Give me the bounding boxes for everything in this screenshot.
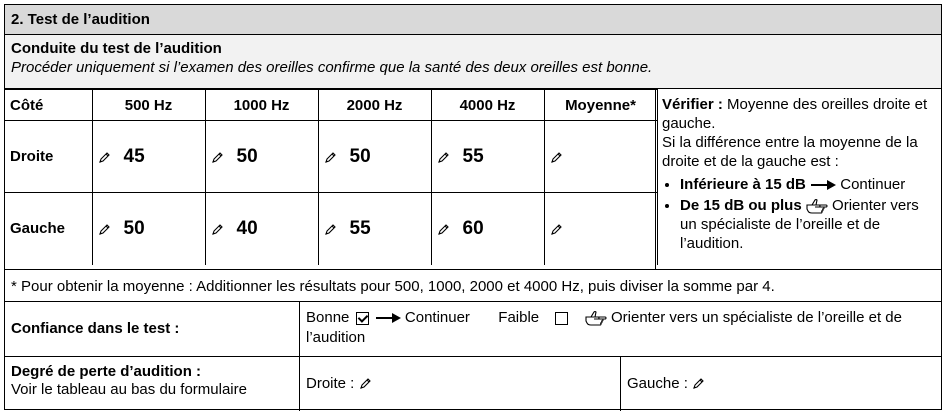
average-cell[interactable] bbox=[544, 193, 657, 265]
pointing-hand-icon bbox=[806, 197, 828, 215]
weak-action: Orienter vers un spécialiste de l’oreille et de l’audition bbox=[306, 309, 902, 346]
average-cell[interactable] bbox=[544, 121, 657, 193]
value-cell[interactable] bbox=[431, 193, 544, 265]
bullet2-action: Orienter vers un spécialiste de l’oreille et de l’audition. bbox=[680, 197, 919, 253]
section-title: 2. Test de l’audition bbox=[5, 5, 941, 35]
header-4000hz: 4000 Hz bbox=[431, 90, 544, 121]
left-ear-loss-field[interactable] bbox=[621, 357, 941, 411]
header-1000hz: 1000 Hz bbox=[205, 90, 318, 121]
pencil-icon bbox=[550, 224, 562, 236]
pencil-icon bbox=[324, 152, 336, 164]
audiometry-table bbox=[5, 89, 658, 265]
pencil-icon bbox=[550, 152, 562, 164]
weak-label: Faible bbox=[498, 309, 540, 326]
table-row bbox=[5, 193, 657, 265]
pencil-icon bbox=[437, 152, 449, 164]
conduct-instruction: Procéder uniquement si l’examen des oreilles confirme que la santé des deux oreilles est bonne. bbox=[11, 59, 653, 76]
right-1000hz-value: 50 bbox=[236, 145, 258, 167]
left-ear-label: Gauche : bbox=[627, 375, 688, 392]
good-label: Bonne bbox=[306, 309, 350, 326]
pencil-icon bbox=[359, 378, 371, 390]
list-item bbox=[680, 196, 935, 253]
hearing-loss-row bbox=[5, 357, 941, 411]
bullet1-condition: Inférieure à 15 dB bbox=[680, 176, 806, 193]
left-1000hz-value: 40 bbox=[236, 217, 258, 239]
verify-text2: Si la différence entre la moyenne de la droite et de la gauche est : bbox=[662, 134, 918, 170]
header-500hz: 500 Hz bbox=[92, 90, 205, 121]
table-row bbox=[5, 121, 657, 193]
confidence-row bbox=[5, 302, 941, 357]
hearing-loss-sublabel: Voir le tableau au bas du formulaire bbox=[11, 381, 247, 398]
value-cell[interactable] bbox=[318, 193, 431, 265]
bullet2-condition: De 15 dB ou plus bbox=[680, 197, 802, 214]
value-cell[interactable] bbox=[318, 121, 431, 193]
hearing-loss-label: Degré de perte d’audition : bbox=[11, 363, 202, 380]
left-4000hz-value: 60 bbox=[462, 217, 484, 239]
bullet1-action: Continuer bbox=[840, 176, 906, 193]
verify-list bbox=[662, 175, 935, 253]
confidence-label: Confiance dans le test : bbox=[5, 302, 300, 356]
weak-checkbox[interactable] bbox=[555, 312, 568, 325]
left-2000hz-value: 55 bbox=[349, 217, 371, 239]
hearing-test-form bbox=[4, 4, 942, 410]
conduct-title: Conduite du test de l’audition bbox=[11, 40, 222, 57]
verify-text1: Moyenne des oreilles droite et gauche. bbox=[662, 96, 928, 132]
value-cell[interactable] bbox=[205, 121, 318, 193]
pencil-icon bbox=[211, 224, 223, 236]
list-item bbox=[680, 175, 935, 194]
header-side: Côté bbox=[5, 90, 92, 121]
good-action: Continuer bbox=[404, 309, 470, 326]
verify-panel bbox=[655, 89, 941, 269]
right-2000hz-value: 50 bbox=[349, 145, 371, 167]
pencil-icon bbox=[98, 224, 110, 236]
arrow-right-icon bbox=[375, 313, 401, 323]
pencil-icon bbox=[211, 152, 223, 164]
pencil-icon bbox=[98, 152, 110, 164]
right-4000hz-value: 55 bbox=[462, 145, 484, 167]
right-ear-loss-field[interactable] bbox=[300, 357, 621, 411]
header-average: Moyenne* bbox=[544, 90, 657, 121]
pointing-hand-icon bbox=[585, 309, 607, 327]
value-cell[interactable] bbox=[92, 193, 205, 265]
pencil-icon bbox=[324, 224, 336, 236]
left-500hz-value: 50 bbox=[123, 217, 145, 239]
value-cell[interactable] bbox=[92, 121, 205, 193]
pencil-icon bbox=[692, 378, 704, 390]
value-cell[interactable] bbox=[205, 193, 318, 265]
row-side-left: Gauche bbox=[5, 193, 92, 265]
header-2000hz: 2000 Hz bbox=[318, 90, 431, 121]
hearing-loss-label-cell bbox=[5, 357, 300, 411]
verify-title: Vérifier : bbox=[662, 96, 723, 113]
row-side-right: Droite bbox=[5, 121, 92, 193]
conduct-header bbox=[5, 35, 941, 89]
value-cell[interactable] bbox=[431, 121, 544, 193]
table-header-row bbox=[5, 90, 657, 121]
arrow-right-icon bbox=[810, 180, 836, 190]
average-note: * Pour obtenir la moyenne : Additionner les résultats pour 500, 1000, 2000 et 4000 Hz, puis diviser la somme par 4. bbox=[5, 269, 941, 302]
pencil-icon bbox=[437, 224, 449, 236]
confidence-options bbox=[300, 302, 941, 356]
good-checkbox[interactable] bbox=[356, 312, 369, 325]
right-ear-label: Droite : bbox=[306, 375, 355, 392]
right-500hz-value: 45 bbox=[123, 145, 145, 167]
